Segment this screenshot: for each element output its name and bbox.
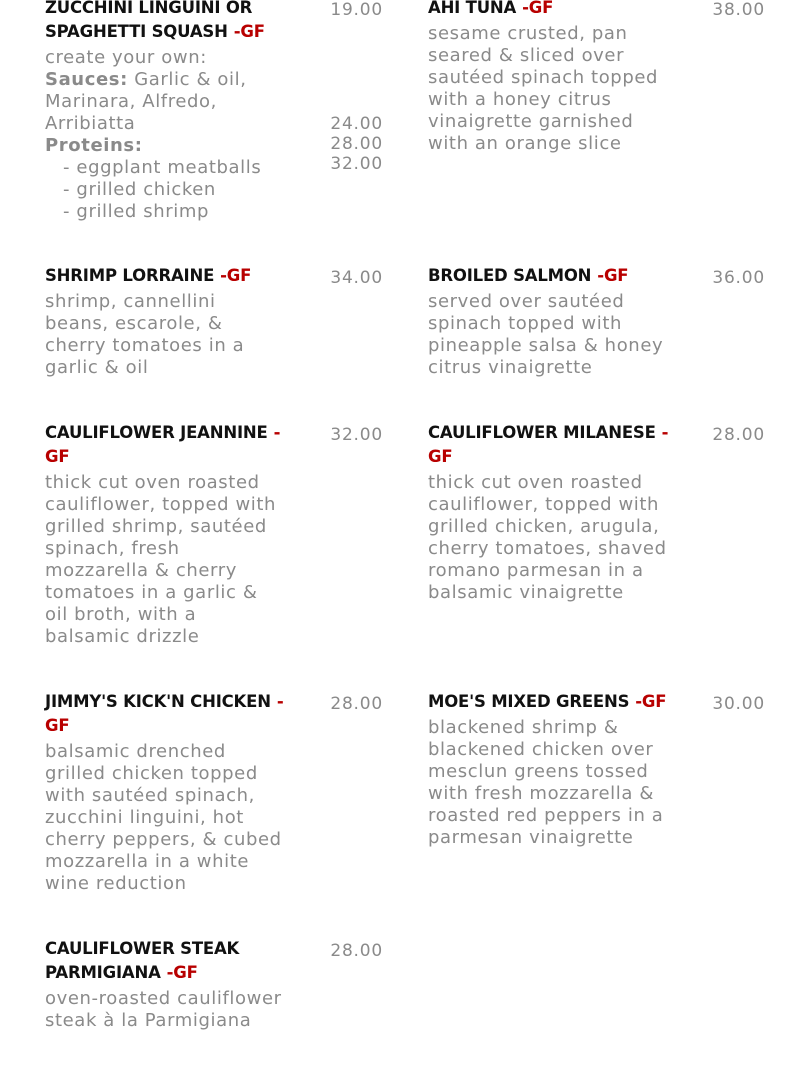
item-description: blackened shrimp & blackened chicken over mesclun greens tossed with fresh mozzarella & roasted red peppers in a parmesan vinaigrette [428,717,664,848]
item-price: 32.00 [330,425,383,445]
menu-item-broiled-salmon [428,264,670,379]
proteins-label: Proteins: [45,135,143,156]
sauces-label: Sauces: [45,69,128,90]
item-price: 19.00 [330,0,383,20]
item-price: 28.00 [330,694,383,714]
menu-item-cauliflower-milanese [428,421,670,604]
menu-item-cauliflower-steak-parmigiana [45,937,285,1032]
gluten-free-tag: -GF [522,0,554,17]
item-title: MOE'S MIXED GREENS -GF [428,692,667,711]
item-price: 30.00 [712,694,765,714]
gluten-free-tag: -GF [45,423,281,466]
protein-option: - eggplant meatballs [63,157,262,178]
item-title: CAULIFLOWER STEAK PARMIGIANA -GF [45,939,240,982]
create-your-own-intro: create your own: [45,47,207,68]
menu-item-ahi-tuna [428,0,670,155]
item-title: AHI TUNA -GF [428,0,554,17]
protein-price: 32.00 [330,154,383,174]
item-description: served over sautéed spinach topped with pineapple salsa & honey citrus vinaigrette [428,291,664,378]
item-price: 34.00 [330,268,383,288]
item-description: oven-roasted cauliflower steak à la Parmigiana [45,988,282,1031]
menu-item-shrimp-lorraine [45,264,285,379]
item-description [45,47,285,223]
item-title: SHRIMP LORRAINE -GF [45,266,252,285]
item-description: thick cut oven roasted cauliflower, topped with grilled shrimp, sautéed spinach, fresh mozzarella & cherry tomatoes in a garlic & oil broth, with a balsamic drizzle [45,472,277,647]
gluten-free-tag: -GF [233,22,265,41]
item-title: BROILED SALMON -GF [428,266,629,285]
menu-item-zucchini-linguini [45,0,285,223]
item-title: CAULIFLOWER MILANESE -GF [428,423,669,466]
item-description: sesame crusted, pan seared & sliced over sautéed spinach topped with a honey citrus vinaigrette garnished with an orange slice [428,23,659,154]
item-description: shrimp, cannellini beans, escarole, & cherry tomatoes in a garlic & oil [45,291,245,378]
protein-option: - grilled chicken [63,179,216,200]
gluten-free-tag: -GF [45,692,284,735]
sauces-text: Garlic & oil, Marinara, Alfredo, Arribiatta [45,69,247,134]
gluten-free-tag: -GF [635,692,667,711]
gluten-free-tag: -GF [166,963,198,982]
item-description: thick cut oven roasted cauliflower, topped with grilled chicken, arugula, cherry tomatoes, shaved romano parmesan in a balsamic vinaigrette [428,472,667,603]
menu-item-jimmys-kickn-chicken [45,690,285,895]
gluten-free-tag: -GF [428,423,669,466]
menu-item-cauliflower-jeannine [45,421,285,648]
gluten-free-tag: -GF [220,266,252,285]
sauces-line [45,69,285,135]
item-price: 28.00 [712,425,765,445]
item-price: 38.00 [712,0,765,20]
item-title: JIMMY'S KICK'N CHICKEN -GF [45,692,284,735]
item-price: 28.00 [330,941,383,961]
item-title: ZUCCHINI LINGUINI OR SPAGHETTI SQUASH -GF [45,0,265,41]
menu-item-moes-mixed-greens [428,690,670,849]
protein-option: - grilled shrimp [63,201,210,222]
protein-price: 28.00 [330,134,383,154]
gluten-free-tag: -GF [597,266,629,285]
protein-price: 24.00 [330,114,383,134]
item-title: CAULIFLOWER JEANNINE -GF [45,423,281,466]
item-price: 36.00 [712,268,765,288]
item-description: balsamic drenched grilled chicken topped with sautéed spinach, zucchini linguini, hot cherry peppers, & cubed mozzarella in a white wine reduction [45,741,282,894]
